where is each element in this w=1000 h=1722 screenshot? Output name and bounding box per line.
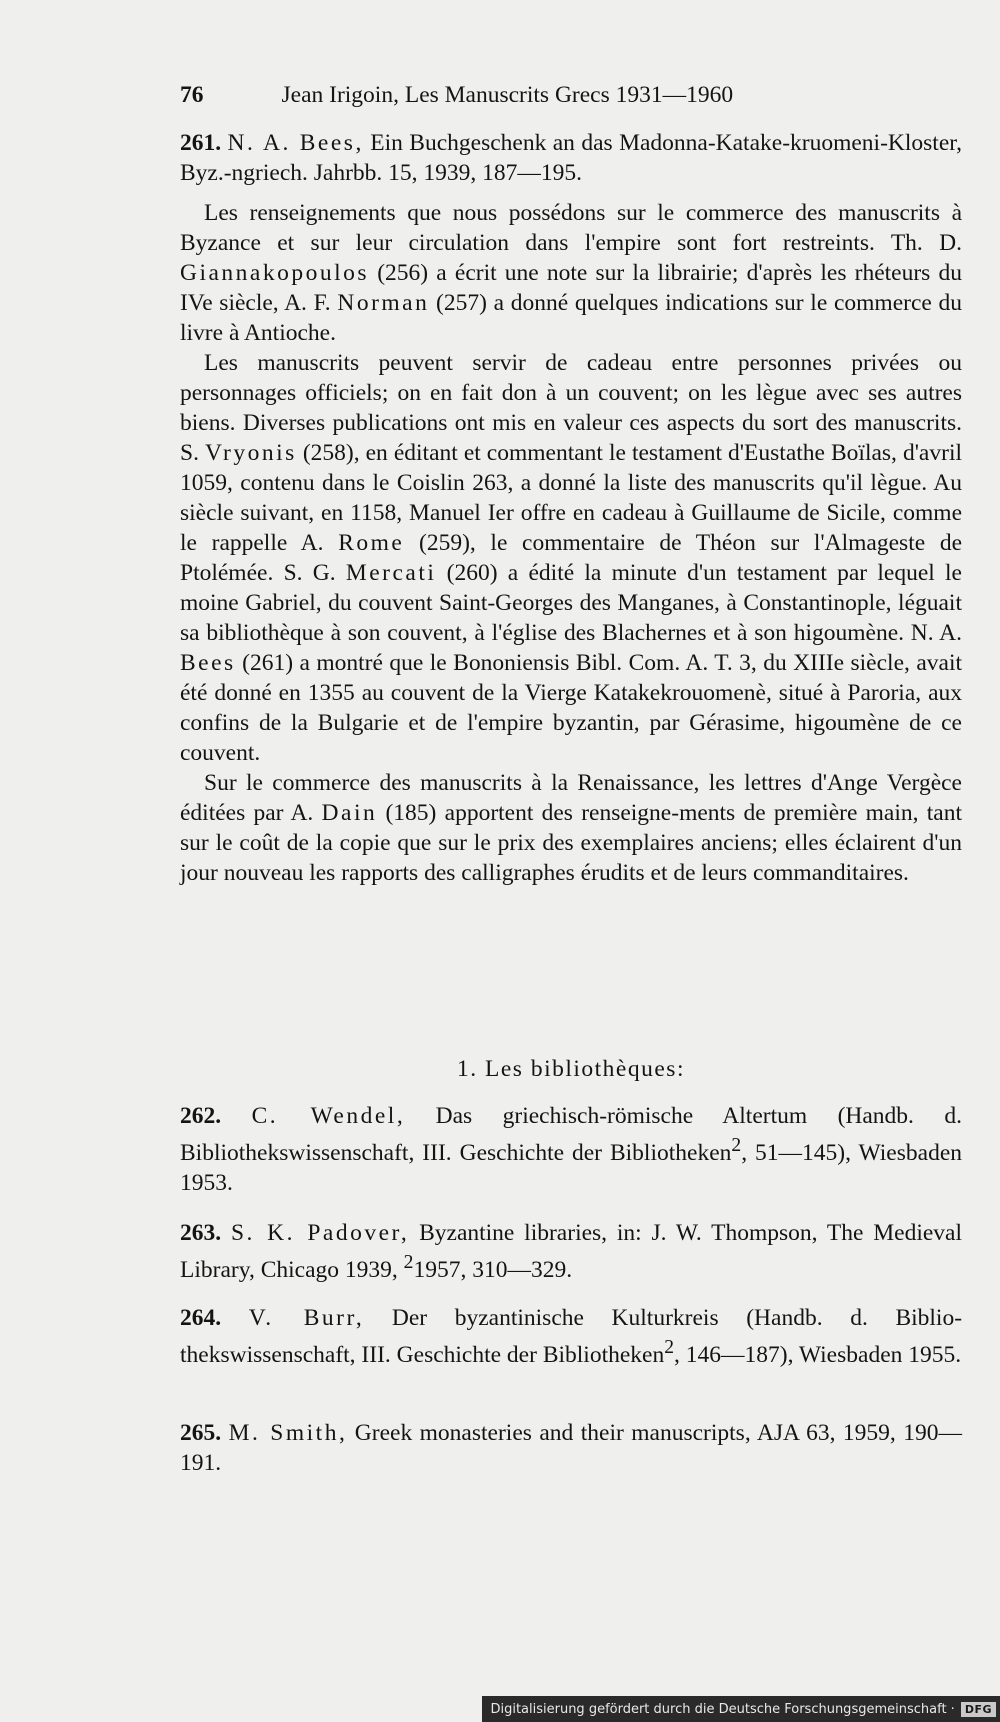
dfg-logo: DFG xyxy=(961,1702,996,1717)
entry-text: Der byzantinische Kulturkreis (Handb. d. Biblio-thekswissenschaft, III. Geschichte der Bibliotheken xyxy=(180,1305,963,1368)
entry-author: N. A. Bees, xyxy=(227,130,364,156)
paragraph-text: Les manuscrits peuvent servir de cadeau entre personnes privées ou personnages officiels; on en fait don à un couvent; on les lègue avec ses autres biens. Diverses publications ont mis en valeur ces aspects du sort des manuscrits. S. xyxy=(180,350,962,466)
body-text xyxy=(180,198,962,888)
paragraph-text: (260) a édité la minute d'un testament par lequel le moine Gabriel, du couvent Saint-Georges des Manganes, à Constantinople, léguait sa bibliothèque à son couvent, à l'église des Blachernes et à son higoumène. N. A. xyxy=(180,560,962,646)
entry-author: C. Wendel, xyxy=(251,1103,406,1129)
paragraph-text: (261) a montré que le Bononiensis Bibl. Com. A. T. 3, du XIIIe siècle, avait été donné en 1355 au couvent de la Vierge Katakekrouomenè, situé à Paroria, aux confins de la Bulgarie et de l'empire byzantin, par Gérasime, higoumène de ce couvent. xyxy=(180,650,962,766)
footer-text: Digitalisierung gefördert durch die Deutsche Forschungsgemeinschaft · xyxy=(490,1701,955,1717)
entry-author: M. Smith, xyxy=(228,1420,348,1446)
entry-text: 1957, 310—329. xyxy=(413,1256,573,1283)
entry-text: Das griechisch-römische Altertum (Handb. d. Bibliothekswissenschaft, III. Geschichte der Bibliotheken xyxy=(180,1103,962,1166)
entry-number: 263. xyxy=(180,1220,222,1246)
author-name: Rome xyxy=(338,530,405,556)
entry-number: 261. xyxy=(180,130,222,156)
paragraph-text: (259), le commentaire de Théon sur l'Almageste de Ptolémée. S. G. xyxy=(180,530,962,586)
paragraph-text: Sur le commerce des manuscrits à la Renaissance, les lettres d'Ange Vergèce éditées par A. xyxy=(180,770,962,826)
paragraph-text: (258), en éditant et commentant le testament d'Eustathe Boïlas, d'avril 1059, contenu dans le Coislin 263, a donné la liste des manuscrits qu'il lègue. Au siècle suivant, en 1158, Manuel Ier offre en cadeau à Guillaume de Sicile, comme le rappelle A. xyxy=(180,440,962,556)
bibliography-entry-263 xyxy=(180,1218,962,1285)
entry-text: , 146—187), Wiesbaden 1955. xyxy=(674,1341,962,1368)
edition-superscript: 2 xyxy=(403,1252,414,1273)
entry-number: 264. xyxy=(180,1305,222,1331)
bibliography-entry-264 xyxy=(180,1303,962,1370)
entry-author: S. K. Padover, xyxy=(230,1220,410,1246)
paragraph-2 xyxy=(180,348,962,768)
entry-text: , 51—145), Wiesbaden 1953. xyxy=(180,1139,962,1196)
author-name: Bees xyxy=(180,650,236,676)
paragraph-3 xyxy=(180,768,962,888)
author-name: Dain xyxy=(321,800,378,826)
page-number: 76 xyxy=(180,82,204,108)
entry-text: Byzantine libraries, in: J. W. Thompson, The Medieval Library, Chicago 1939, xyxy=(180,1220,963,1283)
edition-superscript: 2 xyxy=(664,1337,675,1358)
bibliography-entry-265 xyxy=(180,1418,962,1478)
edition-superscript: 2 xyxy=(731,1135,742,1156)
author-name: Giannakopoulos xyxy=(180,260,370,286)
entry-author: V. Burr, xyxy=(248,1305,365,1331)
bibliography-entry-262 xyxy=(180,1101,962,1198)
author-name: Mercati xyxy=(345,560,437,586)
entry-text: Greek monasteries and their manuscripts, AJA 63, 1959, 190—191. xyxy=(180,1420,962,1476)
paragraph-text: (256) a écrit une note sur la librairie; d'après les rhéteurs du IVe siècle, A. F. xyxy=(180,260,962,316)
author-name: Norman xyxy=(337,290,430,316)
entry-number: 265. xyxy=(180,1420,222,1446)
paragraph-text: (185) apportent des renseigne-ments de première main, tant sur le coût de la copie que sur le prix des exemplaires anciens; elles éclairent d'un jour nouveau les rapports des calligraphes érudits et de leurs commanditaires. xyxy=(180,800,962,886)
section-heading: 1. Les bibliothèques: xyxy=(457,1056,685,1082)
running-head: Jean Irigoin, Les Manuscrits Grecs 1931—1960 xyxy=(281,82,734,108)
entry-number: 262. xyxy=(180,1103,222,1129)
entry-text: Ein Buchgeschenk an das Madonna-Katake-kruomeni-Kloster, Byz.-ngriech. Jahrbb. 15, 1939, 187—195. xyxy=(180,130,963,186)
paragraph-text: Les renseignements que nous possédons sur le commerce des manuscrits à Byzance et sur leur circulation dans l'empire sont fort restreints. Th. D. xyxy=(180,200,962,256)
page-header xyxy=(180,80,962,110)
paragraph-text: (257) a donné quelques indications sur le commerce du livre à Antioche. xyxy=(180,290,962,346)
author-name: Vryonis xyxy=(204,440,297,466)
paragraph-1 xyxy=(180,198,962,348)
bibliography-entry-261 xyxy=(180,128,962,188)
digitization-footer xyxy=(482,1696,1000,1722)
